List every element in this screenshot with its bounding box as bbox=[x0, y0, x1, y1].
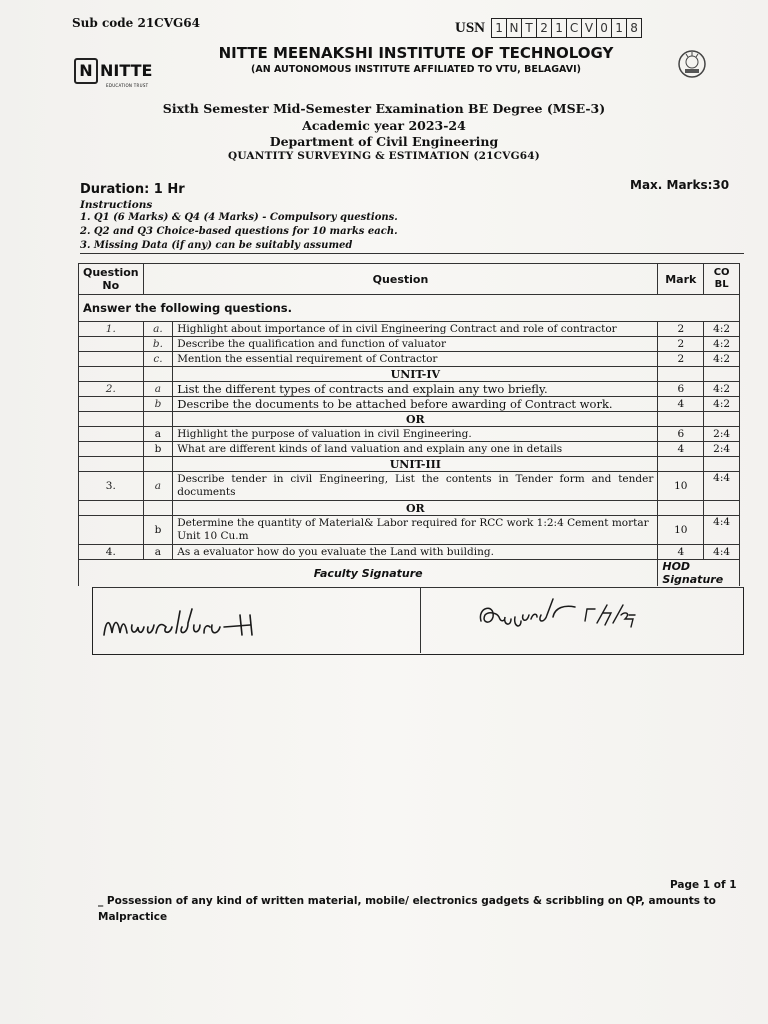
table-row bbox=[79, 442, 740, 457]
question-text: Determine the quantity of Material& Labor required for RCC work 1:2:4 Cement mortar Unit 10 Cu.m bbox=[173, 516, 658, 545]
header-co: CO bbox=[713, 267, 730, 278]
faculty-signature-label: Faculty Signature bbox=[79, 560, 658, 587]
empty-cell bbox=[143, 457, 173, 472]
table-row bbox=[79, 322, 740, 337]
question-text: List the different types of contracts and explain any two briefly. bbox=[173, 382, 658, 397]
empty-cell bbox=[658, 457, 704, 472]
answer-instruction: Answer the following questions. bbox=[79, 295, 740, 322]
unit-row bbox=[79, 457, 740, 472]
question-number: 2. bbox=[79, 382, 144, 397]
question-number bbox=[79, 337, 144, 352]
faculty-signature-image bbox=[100, 605, 290, 645]
sub-question-label: b. bbox=[143, 337, 173, 352]
intro-row bbox=[79, 295, 740, 322]
usn-char: 1 bbox=[612, 19, 627, 37]
usn-char: C bbox=[567, 19, 582, 37]
malpractice-note: _ Possession of any kind of written material, mobile/ electronics gadgets & scribbling on QP, amounts to Malpractice bbox=[98, 895, 716, 923]
empty-cell bbox=[658, 412, 704, 427]
question-co-bl: 4:2 bbox=[704, 397, 740, 412]
instruction-item: 2. Q2 and Q3 Choice-based questions for 10 marks each. bbox=[80, 226, 398, 237]
question-number: 1. bbox=[79, 322, 144, 337]
table-row bbox=[79, 545, 740, 560]
unit-heading: UNIT-IV bbox=[173, 367, 658, 382]
hod-signature-image bbox=[475, 593, 675, 635]
usn-char: 1 bbox=[552, 19, 567, 37]
instruction-item: 3. Missing Data (if any) can be suitably assumed bbox=[80, 240, 353, 251]
max-marks: Max. Marks:30 bbox=[630, 178, 730, 192]
empty-cell bbox=[143, 367, 173, 382]
table-row bbox=[79, 516, 740, 545]
question-co-bl: 4:4 bbox=[704, 516, 740, 545]
header-question: Question bbox=[143, 264, 658, 295]
question-co-bl: 2:4 bbox=[704, 427, 740, 442]
instructions-heading: Instructions bbox=[80, 199, 153, 211]
empty-cell bbox=[658, 367, 704, 382]
question-mark: 2 bbox=[658, 352, 704, 367]
usn-field bbox=[455, 18, 642, 38]
or-row bbox=[79, 501, 740, 516]
question-number bbox=[79, 352, 144, 367]
sub-question-label: a bbox=[143, 545, 173, 560]
question-number: 4. bbox=[79, 545, 144, 560]
usn-label: USN bbox=[455, 19, 486, 36]
logo-n-icon: N bbox=[74, 58, 98, 84]
sub-question-label: a bbox=[143, 382, 173, 397]
question-mark: 2 bbox=[658, 322, 704, 337]
logo-text: NITTE bbox=[100, 61, 153, 80]
usn-char: 0 bbox=[597, 19, 612, 37]
institute-name: NITTE MEENAKSHI INSTITUTE OF TECHNOLOGY bbox=[218, 44, 614, 62]
or-row bbox=[79, 412, 740, 427]
empty-cell bbox=[79, 501, 144, 516]
signature-divider bbox=[420, 587, 421, 653]
question-text: What are different kinds of land valuation and explain any one in details bbox=[173, 442, 658, 457]
table-header-row bbox=[79, 264, 740, 295]
question-mark: 10 bbox=[658, 472, 704, 501]
empty-cell bbox=[79, 367, 144, 382]
question-co-bl: 4:2 bbox=[704, 337, 740, 352]
or-label: OR bbox=[173, 501, 658, 516]
question-mark: 6 bbox=[658, 427, 704, 442]
table-row bbox=[79, 337, 740, 352]
table-row bbox=[79, 397, 740, 412]
department: Department of Civil Engineering bbox=[269, 134, 499, 149]
empty-cell bbox=[704, 501, 740, 516]
empty-cell bbox=[143, 501, 173, 516]
question-co-bl: 2:4 bbox=[704, 442, 740, 457]
table-row bbox=[79, 472, 740, 501]
question-co-bl: 4:2 bbox=[704, 352, 740, 367]
header-mark: Mark bbox=[658, 264, 704, 295]
question-co-bl: 4:2 bbox=[704, 322, 740, 337]
unit-heading: UNIT-III bbox=[173, 457, 658, 472]
usn-char: 2 bbox=[537, 19, 552, 37]
instruction-item: 1. Q1 (6 Marks) & Q4 (4 Marks) - Compulsory questions. bbox=[80, 212, 398, 223]
sub-question-label: b bbox=[143, 442, 173, 457]
question-number bbox=[79, 427, 144, 442]
or-label: OR bbox=[173, 412, 658, 427]
usn-char: T bbox=[522, 19, 537, 37]
question-text: Describe the documents to be attached before awarding of Contract work. bbox=[173, 397, 658, 412]
question-text: Describe tender in civil Engineering, List the contents in Tender form and tender documents bbox=[173, 472, 658, 501]
table-row bbox=[79, 382, 740, 397]
divider bbox=[80, 253, 744, 254]
usn-char: 1 bbox=[492, 19, 507, 37]
table-row bbox=[79, 427, 740, 442]
question-text: Describe the qualification and function of valuator bbox=[173, 337, 658, 352]
sub-question-label: b bbox=[143, 516, 173, 545]
header-co-bl bbox=[704, 264, 740, 295]
question-mark: 4 bbox=[658, 397, 704, 412]
question-number bbox=[79, 516, 144, 545]
sub-question-label: a. bbox=[143, 322, 173, 337]
usn-char: V bbox=[582, 19, 597, 37]
table-row bbox=[79, 352, 740, 367]
usn-boxes bbox=[491, 18, 642, 38]
usn-char: N bbox=[507, 19, 522, 37]
empty-cell bbox=[79, 412, 144, 427]
question-text: As a evaluator how do you evaluate the Land with building. bbox=[173, 545, 658, 560]
question-table bbox=[78, 263, 740, 586]
empty-cell bbox=[704, 367, 740, 382]
question-text: Highlight about importance of in civil Engineering Contract and role of contractor bbox=[173, 322, 658, 337]
question-mark: 2 bbox=[658, 337, 704, 352]
hod-signature-label: HOD Signature bbox=[658, 560, 740, 587]
question-mark: 4 bbox=[658, 545, 704, 560]
question-number bbox=[79, 442, 144, 457]
question-number bbox=[79, 397, 144, 412]
question-co-bl: 4:2 bbox=[704, 382, 740, 397]
header-bl: BL bbox=[714, 279, 729, 290]
signature-label-row bbox=[79, 560, 740, 587]
header-question-no: Question No bbox=[79, 264, 144, 295]
question-number: 3. bbox=[79, 472, 144, 501]
question-co-bl: 4:4 bbox=[704, 472, 740, 501]
duration: Duration: 1 Hr bbox=[80, 182, 185, 197]
empty-cell bbox=[658, 501, 704, 516]
logo-subtext: EDUCATION TRUST bbox=[106, 83, 149, 88]
empty-cell bbox=[704, 457, 740, 472]
sub-question-label: c. bbox=[143, 352, 173, 367]
empty-cell bbox=[704, 412, 740, 427]
question-mark: 10 bbox=[658, 516, 704, 545]
question-mark: 6 bbox=[658, 382, 704, 397]
question-co-bl: 4:4 bbox=[704, 545, 740, 560]
question-text: Highlight the purpose of valuation in civil Engineering. bbox=[173, 427, 658, 442]
unit-row bbox=[79, 367, 740, 382]
sub-question-label: a bbox=[143, 472, 173, 501]
page-number: Page 1 of 1 bbox=[670, 879, 737, 891]
course-title: QUANTITY SURVEYING & ESTIMATION (21CVG64) bbox=[228, 150, 540, 162]
institute-tagline: (AN AUTONOMOUS INSTITUTE AFFILIATED TO VTU, BELAGAVI) bbox=[251, 64, 581, 75]
sub-question-label: b bbox=[143, 397, 173, 412]
empty-cell bbox=[79, 457, 144, 472]
question-mark: 4 bbox=[658, 442, 704, 457]
subject-code: Sub code 21CVG64 bbox=[72, 16, 200, 30]
question-text: Mention the essential requirement of Contractor bbox=[173, 352, 658, 367]
sub-question-label: a bbox=[143, 427, 173, 442]
academic-year: Academic year 2023-24 bbox=[302, 118, 466, 133]
usn-char: 8 bbox=[630, 21, 638, 35]
empty-cell bbox=[143, 412, 173, 427]
exam-title: Sixth Semester Mid-Semester Examination BE Degree (MSE-3) bbox=[162, 101, 606, 116]
